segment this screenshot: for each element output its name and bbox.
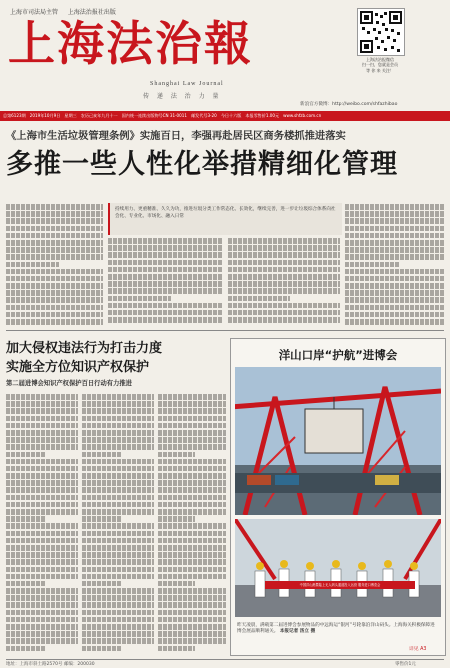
- body-text-line: [228, 288, 340, 294]
- body-text-line: [345, 204, 444, 210]
- body-text-line: [6, 646, 46, 652]
- body-text-line: [228, 245, 340, 251]
- body-text-line: [108, 245, 223, 251]
- second-headline-2: 实施全方位知识产权保护: [6, 360, 150, 375]
- body-text-line: [108, 252, 223, 258]
- body-text-line: [6, 624, 78, 630]
- body-text-line: [108, 274, 223, 280]
- body-text-line: [158, 545, 226, 551]
- body-text-line: [345, 305, 444, 311]
- body-text-line: [228, 274, 340, 280]
- body-text-line: [6, 552, 78, 558]
- body-text-line: [6, 204, 103, 210]
- body-text-line: [6, 444, 78, 450]
- lead-body-col-4: [345, 204, 444, 326]
- photo-page-ref[interactable]: 详见 A3: [409, 647, 427, 652]
- body-text-line: [6, 487, 78, 493]
- body-text-line: [6, 312, 103, 318]
- body-text-line: [345, 247, 444, 253]
- body-text-line: [82, 416, 154, 422]
- body-text-line: [158, 523, 226, 529]
- lead-headline: 多推一些人性化举措精细化管理: [6, 149, 398, 180]
- body-text-line: [158, 466, 226, 472]
- body-text-line: [6, 459, 78, 465]
- photo-caption: [237, 623, 439, 636]
- newspaper-title: 上海法治報: [8, 17, 253, 72]
- photo-story-title: 洋山口岸“护航”进博会: [278, 348, 398, 362]
- body-text-line: [6, 269, 103, 275]
- footer-right: 零售价1元: [395, 662, 416, 667]
- body-text-line: [6, 523, 78, 529]
- body-text-line: [158, 574, 226, 580]
- body-text-line: [345, 254, 444, 260]
- body-text-line: [6, 226, 103, 232]
- body-text-line: [6, 610, 78, 616]
- body-text-line: [6, 319, 103, 325]
- body-text-line: [6, 509, 78, 515]
- body-text-line: [158, 638, 226, 644]
- body-text-line: [6, 559, 78, 565]
- body-text-line: [6, 531, 78, 537]
- body-text-line: [158, 602, 226, 608]
- body-text-line: [158, 595, 226, 601]
- body-text-line: [6, 581, 46, 587]
- body-text-line: [108, 317, 223, 323]
- body-text-line: [158, 473, 226, 479]
- body-text-line: [82, 617, 154, 623]
- qr-caption: [352, 57, 408, 73]
- body-text-line: [6, 394, 78, 400]
- body-text-line: [82, 459, 154, 465]
- body-text-line: [158, 452, 195, 458]
- photo-ceremony: [235, 519, 441, 617]
- body-text-line: [6, 538, 78, 544]
- body-text-line: [82, 646, 122, 652]
- body-text-line: [6, 638, 78, 644]
- photo-story-box: [230, 338, 446, 656]
- lead-body-col-3: [228, 238, 340, 326]
- body-text-line: [82, 588, 154, 594]
- body-text-line: [158, 487, 226, 493]
- body-text-line: [6, 495, 78, 501]
- body-text-line: [158, 617, 226, 623]
- body-text-line: [108, 281, 223, 287]
- body-text-line: [345, 283, 444, 289]
- body-text-line: [158, 444, 226, 450]
- second-body-col-3: [158, 394, 226, 656]
- body-text-line: [158, 430, 226, 436]
- body-text-line: [6, 480, 78, 486]
- body-text-line: [158, 538, 226, 544]
- body-text-line: [82, 430, 154, 436]
- body-text-line: [82, 531, 154, 537]
- body-text-line: [158, 394, 226, 400]
- body-text-line: [82, 624, 154, 630]
- body-text-line: [158, 552, 226, 558]
- body-text-line: [82, 602, 154, 608]
- body-text-line: [82, 538, 154, 544]
- body-text-line: [345, 218, 444, 224]
- body-text-line: [108, 303, 223, 309]
- body-text-line: [6, 466, 78, 472]
- qr-caption-2: 扫一扫，您就是会员: [362, 62, 398, 68]
- body-text-line: [6, 305, 103, 311]
- photo-cranes: [235, 367, 441, 515]
- body-text-line: [345, 269, 444, 275]
- body-text-line: [228, 260, 340, 266]
- body-text-line: [108, 310, 223, 316]
- body-text-line: [6, 254, 103, 260]
- body-text-line: [6, 588, 78, 594]
- body-text-line: [6, 473, 78, 479]
- body-text-line: [158, 502, 226, 508]
- body-text-line: [345, 211, 444, 217]
- body-text-line: [158, 480, 226, 486]
- body-text-line: [6, 430, 78, 436]
- body-text-line: [6, 516, 46, 522]
- body-text-line: [82, 545, 154, 551]
- body-text-line: [228, 252, 340, 258]
- body-text-line: [6, 502, 78, 508]
- body-text-line: [6, 423, 78, 429]
- issue-info-text: 总第6123期 2019年10月9日 星期三 农历己亥年九月十一 国内统一连续出版物号CN 31-0011 邮发代号3-20 今日十六版 本报零售价1.00元 www.shfzb.com.cn: [3, 113, 322, 118]
- qr-caption-3: 等 你 来 关注！: [366, 67, 394, 73]
- body-text-line: [158, 401, 226, 407]
- ceremony-banner-text: 中国洋山港暨陆上无人码头通道投入运营 服务进口博览会: [299, 583, 381, 587]
- footer-left: 地址：上海市斜土路2570号 邮编：200030: [6, 662, 95, 667]
- body-text-line: [6, 218, 103, 224]
- body-text-line: [82, 509, 154, 515]
- body-text-line: [82, 487, 154, 493]
- body-text-line: [82, 595, 154, 601]
- body-text-line: [6, 401, 78, 407]
- body-text-line: [345, 312, 444, 318]
- newspaper-subtitle-en: Shanghai Law Journal: [150, 81, 224, 87]
- body-text-line: [108, 238, 223, 244]
- issue-info-bar: [0, 111, 450, 121]
- body-text-line: [82, 495, 154, 501]
- body-text-line: [345, 276, 444, 282]
- body-text-line: [6, 437, 78, 443]
- body-text-line: [6, 617, 78, 623]
- body-text-line: [345, 233, 444, 239]
- body-text-line: [228, 267, 340, 273]
- body-text-line: [82, 559, 154, 565]
- body-text-line: [158, 459, 226, 465]
- body-text-line: [345, 240, 444, 246]
- qr-caption-1: 上海法治报微信: [366, 57, 394, 62]
- body-text-line: [6, 211, 103, 217]
- body-text-line: [345, 297, 444, 303]
- body-text-line: [158, 516, 195, 522]
- body-text-line: [158, 416, 226, 422]
- publisher-note-2: 上海法治报社出版: [67, 9, 116, 16]
- body-text-line: [82, 552, 154, 558]
- body-text-line: [6, 283, 103, 289]
- body-text-line: [6, 240, 103, 246]
- section-divider: [6, 330, 444, 331]
- body-text-line: [82, 444, 154, 450]
- body-text-line: [345, 319, 444, 325]
- body-text-line: [6, 290, 103, 296]
- body-text-line: [108, 296, 171, 302]
- second-headline-1: 加大侵权违法行为打击力度: [6, 341, 163, 356]
- body-text-line: [82, 408, 154, 414]
- body-text-line: [158, 509, 226, 515]
- body-text-line: [82, 567, 154, 573]
- body-text-line: [228, 238, 340, 244]
- body-text-line: [82, 394, 154, 400]
- body-text-line: [6, 574, 78, 580]
- body-text-line: [6, 276, 103, 282]
- newspaper-slogan: 传 递 法 治 力 量: [143, 93, 222, 100]
- body-text-line: [6, 247, 103, 253]
- body-text-line: [82, 631, 154, 637]
- body-text-line: [82, 502, 154, 508]
- body-text-line: [158, 624, 226, 630]
- body-text-line: [82, 523, 154, 529]
- second-body-col-2: [82, 394, 154, 656]
- photo-caption-text: 昨天凌晨，满载第二届进博会参展物品的中远海运“银河”号轮靠泊洋山码头。上海海关积极保障进博会展品顺利通关。: [237, 623, 435, 635]
- body-text-line: [158, 567, 226, 573]
- body-text-line: [82, 437, 154, 443]
- body-text-line: [6, 416, 78, 422]
- body-text-line: [6, 602, 78, 608]
- body-text-line: [6, 297, 103, 303]
- lead-summary: 持续用力、更重精准、久久为功，推进垃圾分类工作常态化、长效化，继续完善，进一步让垃圾综合体系向社会化、专业化、市场化、融入日常: [115, 207, 336, 220]
- body-text-line: [228, 281, 340, 287]
- body-text-line: [6, 262, 59, 268]
- body-text-line: [6, 452, 46, 458]
- body-text-line: [228, 296, 290, 302]
- body-text-line: [345, 262, 399, 268]
- body-text-line: [108, 288, 223, 294]
- body-text-line: [82, 473, 154, 479]
- body-text-line: [82, 466, 154, 472]
- body-text-line: [82, 638, 154, 644]
- body-text-line: [345, 290, 444, 296]
- body-text-line: [228, 303, 340, 309]
- body-text-line: [82, 516, 122, 522]
- body-text-line: [82, 401, 154, 407]
- body-text-line: [158, 408, 226, 414]
- body-text-line: [158, 646, 195, 652]
- body-text-line: [6, 545, 78, 551]
- body-text-line: [158, 631, 226, 637]
- lead-body-col-2: [108, 238, 223, 326]
- body-text-line: [158, 610, 226, 616]
- body-text-line: [158, 423, 226, 429]
- body-text-line: [6, 595, 78, 601]
- body-text-line: [82, 610, 154, 616]
- body-text-line: [228, 310, 340, 316]
- lead-summary-box: [108, 203, 342, 235]
- body-text-line: [6, 233, 103, 239]
- body-text-line: [158, 581, 195, 587]
- body-text-line: [158, 559, 226, 565]
- body-text-line: [158, 495, 226, 501]
- body-text-line: [158, 588, 226, 594]
- body-text-line: [6, 567, 78, 573]
- publisher-note-1: 上海市司法局主管: [10, 9, 59, 16]
- lead-body-col-1: [6, 204, 103, 326]
- body-text-line: [108, 260, 223, 266]
- body-text-line: [6, 408, 78, 414]
- body-text-line: [82, 574, 154, 580]
- footer-rule: [6, 659, 444, 660]
- second-subtitle: 第二届进博会知识产权保护百日行动有力推进: [6, 380, 132, 387]
- lead-kicker: 《上海市生活垃圾管理条例》实施百日，李强再赴居民区商务楼抓推进落实: [6, 130, 346, 142]
- body-text-line: [82, 480, 154, 486]
- body-text-line: [158, 531, 226, 537]
- body-text-line: [108, 267, 223, 273]
- masthead: [0, 0, 450, 122]
- body-text-line: [82, 423, 154, 429]
- body-text-line: [82, 452, 122, 458]
- second-body-col-1: [6, 394, 78, 656]
- weibo-address[interactable]: 新浪官方微博：http://weibo.com/shfazhibao: [300, 102, 398, 107]
- body-text-line: [228, 317, 340, 323]
- body-text-line: [345, 226, 444, 232]
- body-text-line: [6, 631, 78, 637]
- body-text-line: [82, 581, 122, 587]
- photo-credit: 本报记者 汤立 摄: [279, 629, 316, 635]
- body-text-line: [158, 437, 226, 443]
- qr-code: [357, 8, 405, 56]
